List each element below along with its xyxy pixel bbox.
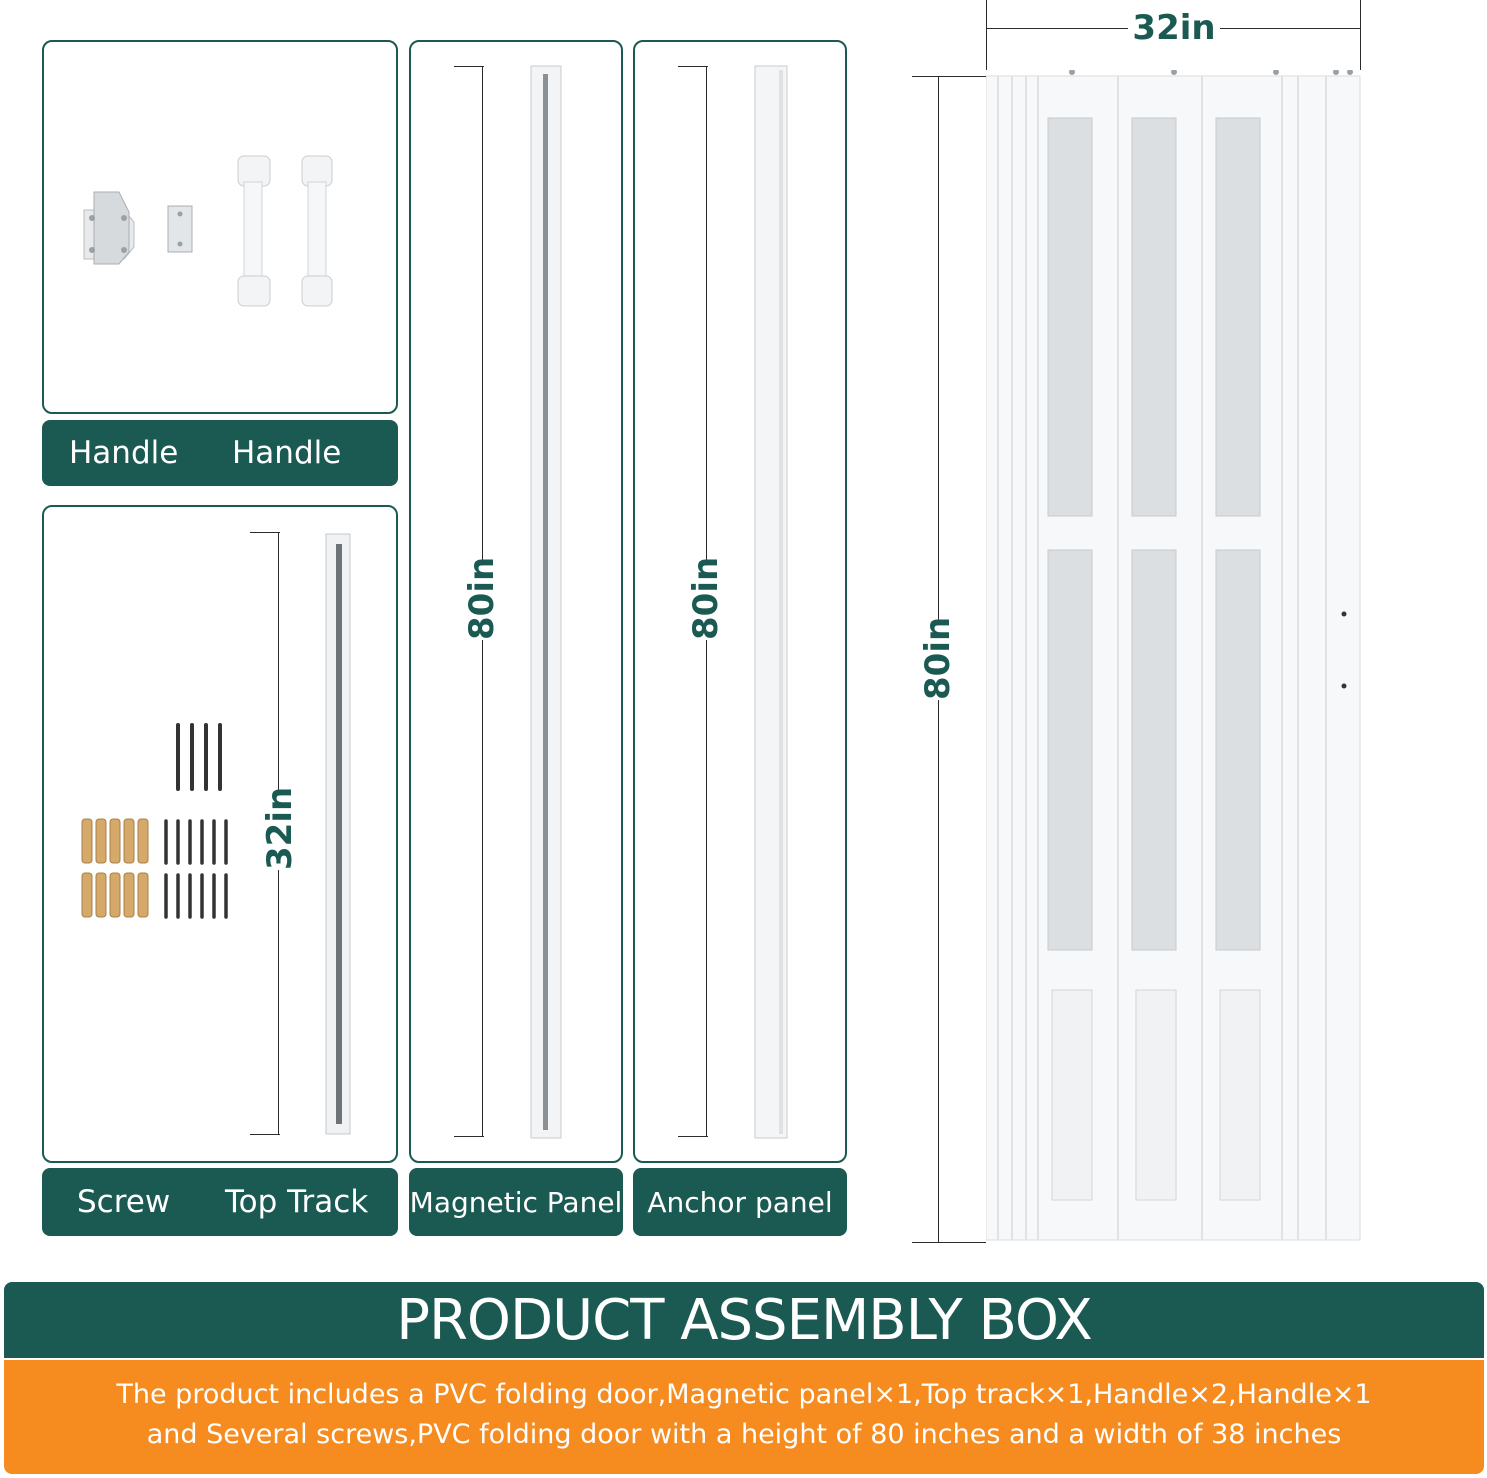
handle-label-1: Handle	[69, 435, 179, 471]
magnetic-panel-icon	[529, 64, 569, 1144]
handle-icon-2	[302, 156, 332, 306]
magnetic-panel-box	[409, 40, 623, 1163]
handle-hardware-illustration	[44, 42, 396, 412]
handle-box	[42, 40, 398, 414]
track-dimension-label: 32in	[260, 786, 300, 870]
frosted-glass-upper	[1048, 118, 1260, 516]
anchor-panel-label-bar	[633, 1168, 847, 1236]
assembly-box-description	[4, 1360, 1484, 1474]
screw-track-box	[42, 505, 398, 1163]
screws-illustration	[74, 717, 274, 977]
door-height-label: 80in	[918, 616, 958, 700]
raised-panels-lower	[1052, 990, 1260, 1200]
handle-label-2: Handle	[232, 435, 342, 471]
folding-door-illustration	[986, 70, 1362, 1242]
top-track-icon	[324, 532, 354, 1137]
strike-plate-icon	[168, 206, 192, 252]
description-line-2: and Several screws,PVC folding door with a height of 80 inches and a width of 38 inches	[146, 1419, 1342, 1450]
anchor-panel-icon	[753, 64, 793, 1144]
short-screws-icon	[166, 821, 226, 917]
long-screws-icon	[178, 725, 220, 789]
screw-label: Screw	[77, 1184, 171, 1220]
door-width-label: 32in	[1128, 8, 1220, 48]
frosted-glass-middle	[1048, 550, 1260, 950]
description-line-1: The product includes a PVC folding door,Magnetic panel×1,Top track×1,Handle×2,Handle×1	[116, 1379, 1372, 1410]
anchor-dimension-label: 80in	[686, 556, 726, 640]
wall-anchors-icon	[82, 819, 148, 917]
anchor-panel-box	[633, 40, 847, 1163]
magnetic-dimension-label: 80in	[462, 556, 502, 640]
top-track-label: Top Track	[225, 1184, 369, 1220]
latch-hole-icon	[1342, 612, 1347, 617]
anchor-panel-label: Anchor panel	[647, 1185, 833, 1219]
magnetic-panel-label-bar	[409, 1168, 623, 1236]
handle-label-bar	[42, 420, 398, 486]
magnetic-panel-label: Magnetic Panel	[409, 1185, 623, 1219]
handle-icon-1	[238, 156, 270, 306]
assembly-box-title: PRODUCT ASSEMBLY BOX	[4, 1282, 1484, 1358]
latch-bracket-icon	[84, 192, 134, 264]
screw-track-label-bar	[42, 1168, 398, 1236]
